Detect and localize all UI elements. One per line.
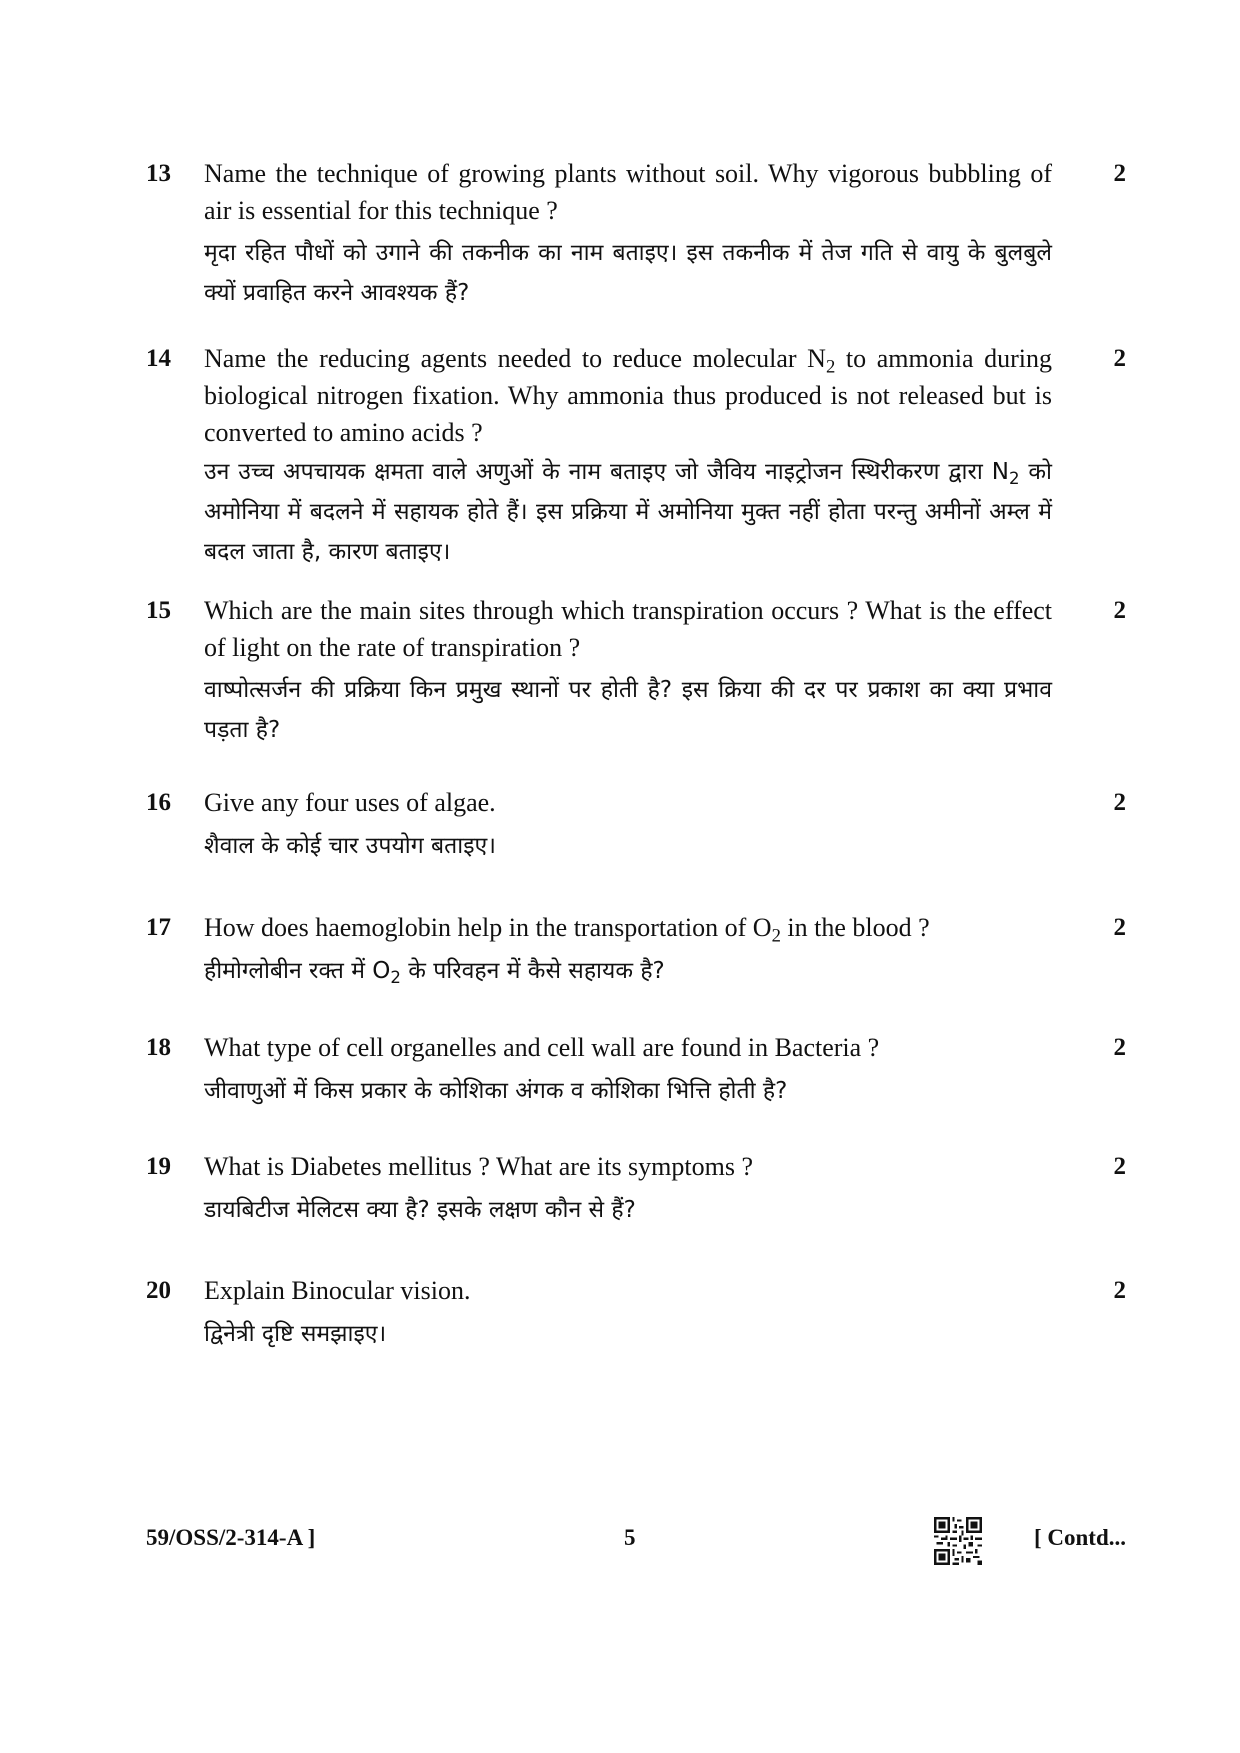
- paper-code: 59/OSS/2-314-A ]: [146, 1525, 316, 1550]
- question-marks: 2: [1113, 1034, 1126, 1061]
- question-marks: 2: [1113, 1153, 1126, 1180]
- question-text-hindi: द्विनेत्री दृष्टि समझाइए।: [204, 1321, 387, 1347]
- question-number: 20: [146, 1277, 171, 1304]
- question-text-hindi: वाष्पोत्सर्जन की प्रक्रिया किन प्रमुख स्थानों पर होती है? इस क्रिया की दर पर प्रकाश का क्या प्रभाव पड़ता है?: [204, 677, 1052, 743]
- question-marks: 2: [1113, 597, 1126, 624]
- question-number: 15: [146, 597, 171, 624]
- continued-label: [ Contd...: [1033, 1525, 1126, 1550]
- question-text-hindi: उन उच्च अपचायक क्षमता वाले अणुओं के नाम बताइए जो जैविय नाइट्रोजन स्थिरीकरण द्वारा $N_2$ को अमोनिया में बदलने में सहायक होते हैं। इस प्रक्रिया में अमोनिया मुक्त नहीं होता परन्तु अमीनों अम्ल में बदल जाता है, कारण बताइए।: [204, 459, 1052, 565]
- qr-code-icon: [934, 1517, 982, 1565]
- question-number: 14: [146, 345, 171, 372]
- question-text-hindi: हीमोग्लोबीन रक्त में $O_2$ के परिवहन में कैसे सहायक है?: [204, 958, 665, 987]
- page-number: 5: [624, 1525, 636, 1550]
- question-text-english: What is Diabetes mellitus ? What are its symptoms ?: [204, 1152, 754, 1181]
- question-text-english: Explain Binocular vision.: [204, 1276, 471, 1305]
- question-number: 19: [146, 1153, 171, 1180]
- question-text-hindi: मृदा रहित पौधों को उगाने की तकनीक का नाम बताइए। इस तकनीक में तेज गति से वायु के बुलबुले क्यों प्रवाहित करने आवश्यक हैं?: [204, 240, 1052, 306]
- question-marks: 2: [1113, 345, 1126, 372]
- question-number: 17: [146, 914, 171, 941]
- question-text-english: Give any four uses of algae.: [204, 788, 496, 817]
- question-text-hindi: जीवाणुओं में किस प्रकार के कोशिका अंगक व कोशिका भित्ति होती है?: [204, 1078, 788, 1104]
- question-text-english: How does haemoglobin help in the transportation of $O_2$ in the blood ?: [204, 913, 930, 947]
- question-text-english: Name the reducing agents needed to reduce molecular $N_2$ to ammonia during biological nitrogen fixation. Why ammonia thus produced is not released but is converted to amino acids ?: [204, 344, 1052, 447]
- question-marks: 2: [1113, 1277, 1126, 1304]
- question-text-english: Name the technique of growing plants without soil. Why vigorous bubbling of air is essential for this technique ?: [204, 159, 1052, 225]
- question-marks: 2: [1113, 914, 1126, 941]
- question-number: 18: [146, 1034, 171, 1061]
- question-text-hindi: डायबिटीज मेलिटस क्या है? इसके लक्षण कौन से हैं?: [204, 1197, 636, 1223]
- question-marks: 2: [1113, 160, 1126, 187]
- question-text-english: What type of cell organelles and cell wall are found in Bacteria ?: [204, 1033, 880, 1062]
- question-number: 16: [146, 789, 171, 816]
- question-number: 13: [146, 160, 171, 187]
- page-footer: [146, 1525, 1126, 1575]
- question-marks: 2: [1113, 789, 1126, 816]
- question-text-english: Which are the main sites through which transpiration occurs ? What is the effect of light on the rate of transpiration ?: [204, 596, 1052, 662]
- question-text-hindi: शैवाल के कोई चार उपयोग बताइए।: [204, 833, 496, 859]
